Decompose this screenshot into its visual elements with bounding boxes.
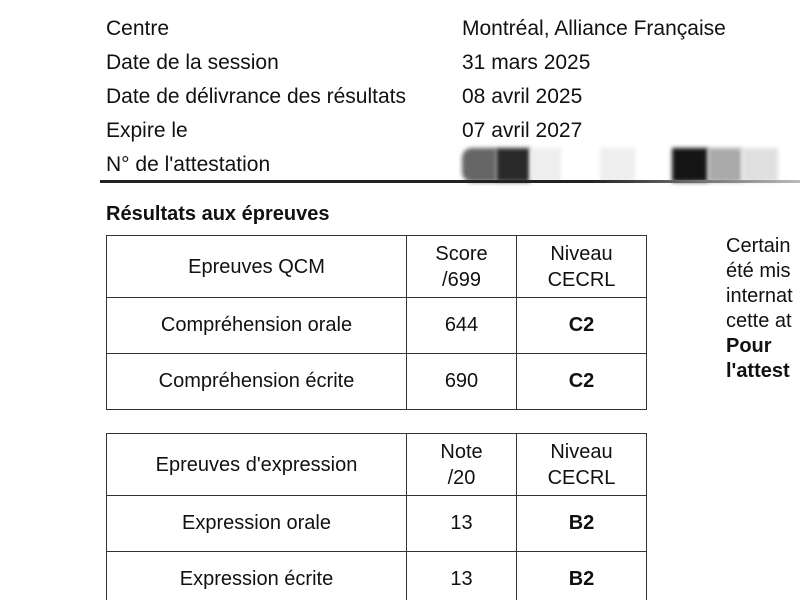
header-score-line2: /699 bbox=[442, 268, 481, 291]
table-row bbox=[107, 298, 647, 354]
cell-epreuve: Compréhension orale bbox=[107, 298, 407, 354]
redaction-block bbox=[462, 148, 496, 182]
redaction-block bbox=[636, 148, 672, 182]
cell-score: 690 bbox=[407, 354, 517, 410]
table-row bbox=[107, 552, 647, 600]
table-header-row bbox=[107, 236, 647, 298]
side-note-line: internat bbox=[726, 285, 793, 307]
cell-note: 13 bbox=[407, 552, 517, 600]
section-divider bbox=[100, 180, 800, 183]
header-level-line1: Niveau bbox=[550, 440, 613, 463]
header-note bbox=[407, 434, 517, 496]
redaction-block bbox=[530, 148, 562, 182]
side-note-line: été mis bbox=[726, 260, 791, 282]
cell-level: C2 bbox=[517, 354, 647, 410]
side-note-line: Certain bbox=[726, 235, 791, 257]
info-value: 08 avril 2025 bbox=[462, 85, 583, 108]
expression-results-table bbox=[106, 433, 647, 600]
redaction-block bbox=[742, 148, 778, 182]
header-score-line1: Score bbox=[435, 242, 488, 265]
info-label: N° de l'attestation bbox=[106, 153, 271, 176]
info-row-session-date bbox=[106, 46, 800, 80]
info-label: Date de la session bbox=[106, 51, 279, 74]
certificate-info bbox=[106, 12, 800, 182]
header-note-line1: Note bbox=[440, 440, 483, 463]
header-epreuve: Epreuves QCM bbox=[107, 236, 407, 298]
side-note-truncated bbox=[726, 234, 800, 384]
info-label: Date de délivrance des résultats bbox=[106, 85, 406, 108]
info-value: 07 avril 2027 bbox=[462, 119, 583, 142]
section-title: Résultats aux épreuves bbox=[106, 203, 330, 225]
redaction-block bbox=[562, 148, 600, 182]
header-note-line2: /20 bbox=[447, 466, 476, 489]
redaction-block bbox=[600, 148, 636, 182]
table-row bbox=[107, 496, 647, 552]
header-level bbox=[517, 236, 647, 298]
cell-level: C2 bbox=[517, 298, 647, 354]
info-value: Montréal, Alliance Française bbox=[462, 17, 726, 40]
info-label: Centre bbox=[106, 17, 170, 40]
cell-level: B2 bbox=[517, 496, 647, 552]
cell-score: 644 bbox=[407, 298, 517, 354]
cell-epreuve: Expression orale bbox=[107, 496, 407, 552]
side-note-bold-line: Pour bbox=[726, 335, 772, 357]
info-row-results-date bbox=[106, 80, 800, 114]
cell-epreuve: Compréhension écrite bbox=[107, 354, 407, 410]
header-level-line2: CECRL bbox=[547, 268, 616, 291]
header-level-line2: CECRL bbox=[547, 466, 616, 489]
header-level-line1: Niveau bbox=[550, 242, 613, 265]
info-row-attestation-number bbox=[106, 148, 800, 182]
side-note-line: cette at bbox=[726, 310, 792, 332]
header-score bbox=[407, 236, 517, 298]
table-header-row bbox=[107, 434, 647, 496]
redaction-block bbox=[672, 148, 708, 182]
cell-epreuve: Expression écrite bbox=[107, 552, 407, 600]
redacted-attestation-number bbox=[462, 148, 778, 182]
side-note-bold-line: l'attest bbox=[726, 360, 790, 382]
info-row-centre bbox=[106, 12, 800, 46]
info-row-expiry bbox=[106, 114, 800, 148]
cell-note: 13 bbox=[407, 496, 517, 552]
qcm-results-table bbox=[106, 235, 647, 410]
header-epreuve: Epreuves d'expression bbox=[107, 434, 407, 496]
cell-level: B2 bbox=[517, 552, 647, 600]
redaction-block bbox=[496, 148, 530, 182]
table-row bbox=[107, 354, 647, 410]
info-label: Expire le bbox=[106, 119, 188, 142]
redaction-block bbox=[708, 148, 742, 182]
info-value: 31 mars 2025 bbox=[462, 51, 591, 74]
header-level bbox=[517, 434, 647, 496]
